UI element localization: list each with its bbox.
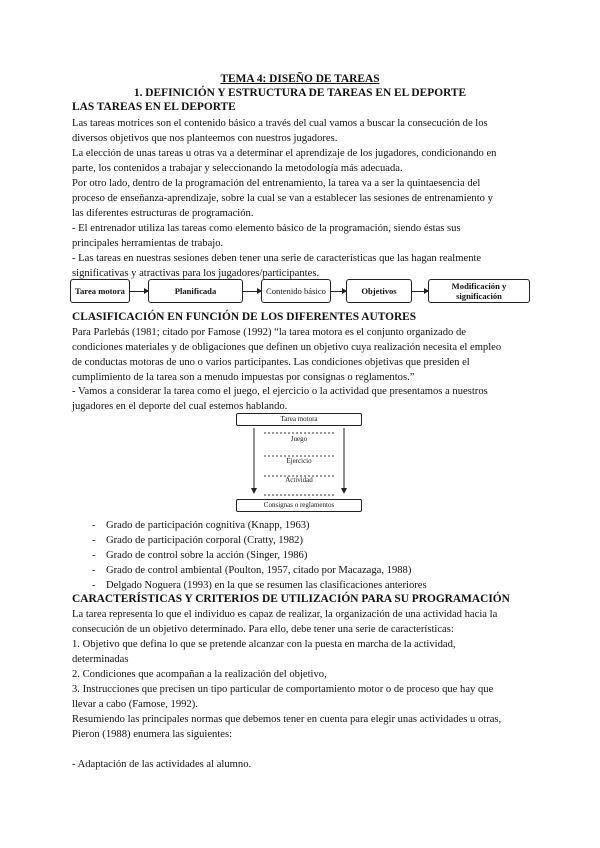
flow-arrow [412,291,428,292]
flow-box-planificada: Planificada [148,279,243,303]
flow-arrow [130,291,148,292]
list-item: Grado de control ambiental (Poulton, 1957, citado por Macazaga, 1988) [106,565,412,576]
paragraph-line: consecución de un objetivo determinado. Para ello, debe tener una serie de características: [72,624,454,635]
bullet-marker: - [92,580,96,591]
paragraph-line: principales herramientas de trabajo. [72,238,224,249]
paragraph-line: Resumiendo las principales normas que debemos tener en cuenta para elegir unas actividades u otras, [72,714,502,725]
paragraph-line: Las tareas motrices son el contenido básico a través del cual vamos a buscar la consecución de los [72,118,488,129]
bullet-marker: - [92,550,96,561]
paragraph-line: - Adaptación de las actividades al alumno. [72,759,252,770]
task-flow-diagram [70,279,530,307]
numbered-item: 2. Condiciones que acompañan a la realización del objetivo, [72,669,327,680]
subsection-title-caracteristicas: CARACTERÍSTICAS Y CRITERIOS DE UTILIZACIÓN PARA SU PROGRAMACIÓN [72,593,510,605]
flow-arrow [331,291,346,292]
numbered-item: llevar a cabo (Famose, 1992). [72,699,198,710]
bullet-marker: - [92,520,96,531]
paragraph-line: cumplimiento de la tarea son a menudo impuestas por consignas o reglamentos.” [72,372,415,383]
tarea-motora-diagram [236,413,362,511]
paragraph-line: diversos objetivos que nos planteemos con nuestros jugadores. [72,133,338,144]
paragraph-line: jugadores en el deporte del cual estemos hablando. [72,401,288,412]
paragraph-line: las diferentes estructuras de programación. [72,208,254,219]
paragraph-line: condiciones materiales y de obligaciones que definen un objetivo cuya realización necesita el empleo [72,342,502,353]
paragraph-line: La elección de unas tareas u otras va a determinar el aprendizaje de los jugadores, condicionando en [72,148,497,159]
section-1-title: 1. DEFINICIÓN Y ESTRUCTURA DE TAREAS EN EL DEPORTE [133,87,467,99]
flow-box-tarea-motora: Tarea motora [70,279,130,303]
bullet-marker: - [92,565,96,576]
bullet-marker: - [92,535,96,546]
paragraph-line: Pieron (1988) enumera las siguientes: [72,729,233,740]
paragraph-line: La tarea representa lo que el individuo es capaz de realizar, la organización de una actividad hacia la [72,609,498,620]
paragraph-line: - El entrenador utiliza las tareas como elemento básico de la programación, siendo éstas sus [72,223,461,234]
diagram-item-actividad: Actividad [285,476,313,484]
flow-box-contenido: Contenido básico [261,279,331,303]
paragraph-line: parte, los contenidos a trabajar y seleccionando la metodología más adecuada. [72,163,403,174]
list-item: Grado de participación cognitiva (Knapp, 1963) [106,520,310,531]
subsection-title-tareas: LAS TAREAS EN EL DEPORTE [72,101,236,113]
paragraph-line: Para Parlebás (1981; citado por Famose (1992) “la tarea motora es el conjunto organizado de [72,327,466,338]
paragraph-line: - Vamos a considerar la tarea como el juego, el ejercicio o la actividad que presentamos a nuestros [72,386,488,397]
subsection-title-clasificacion: CLASIFICACIÓN EN FUNCIÓN DE LOS DIFERENTES AUTORES [72,311,417,323]
diagram-top-box: Tarea motora [236,413,362,426]
numbered-item: determinadas [72,654,129,665]
flow-arrow [243,291,261,292]
diagram-item-juego: Juego [290,435,308,443]
list-item: Grado de control sobre la acción (Singer, 1986) [106,550,308,561]
numbered-item: 3. Instrucciones que precisen un tipo particular de comportamiento motor o de proceso que hay que [72,684,494,695]
paragraph-line: - Las tareas en nuestras sesiones deben tener una serie de características que las hagan realmente [72,253,482,264]
diagram-item-ejercicio: Ejercicio [286,457,312,465]
list-item: Grado de participación corporal (Cratty, 1982) [106,535,303,546]
diagram-bottom-box: Consignas o reglamentos [236,499,362,512]
paragraph-line: de conductas motoras de uno o varios participantes. Las condiciones objetivas que presiden el [72,357,470,368]
flow-box-modificacion: Modificación y significación [428,279,530,303]
paragraph-line: Por otro lado, dentro de la programación del entrenamiento, la tarea va a ser la quintaesencia del [72,178,481,189]
flow-box-objetivos: Objetivos [346,279,412,303]
numbered-item: 1. Objetivo que defina lo que se pretende alcanzar con la puesta en marcha de la actividad, [72,639,456,650]
document-title: TEMA 4: DISEÑO DE TAREAS [220,73,380,85]
paragraph-line: proceso de enseñanza-aprendizaje, sobre la cual se van a establecer las sesiones de entrenamiento y [72,193,493,204]
list-item: Delgado Noguera (1993) en la que se resumen las clasificaciones anteriores [106,580,427,591]
paragraph-line: significativas y atractivas para los jugadores/participantes. [72,268,320,279]
